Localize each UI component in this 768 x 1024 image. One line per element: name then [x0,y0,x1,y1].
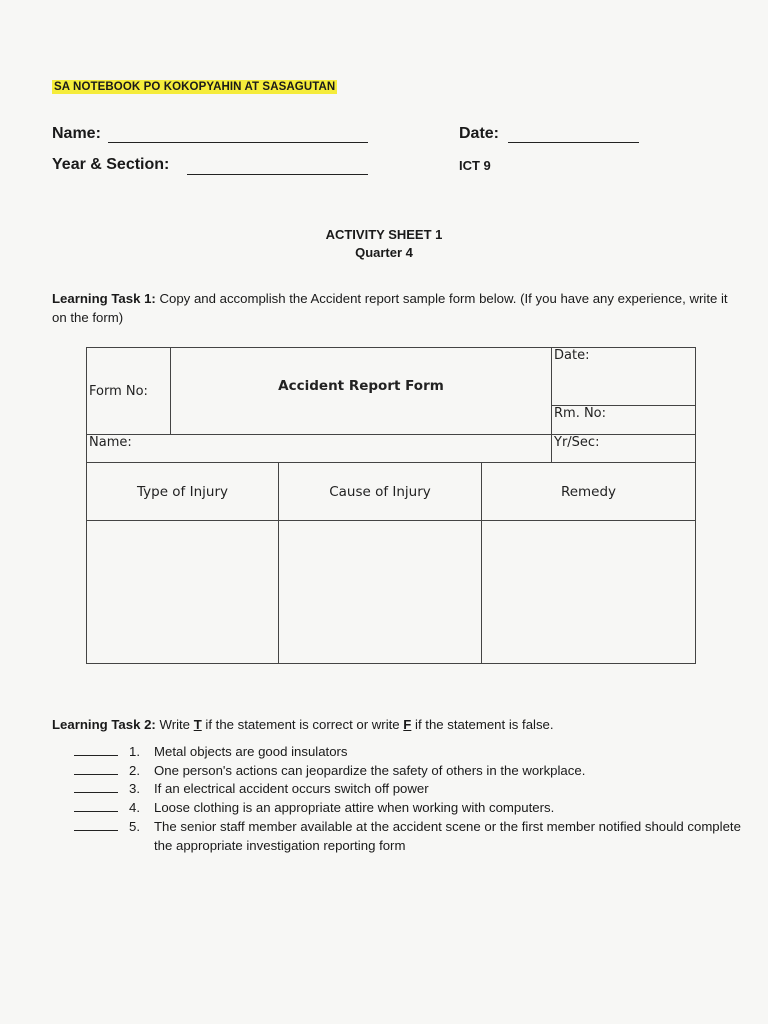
cause-of-injury-header [279,463,482,521]
answer-blank[interactable] [74,743,118,756]
quarter-title: Quarter 4 [355,245,413,260]
type-of-injury-answer[interactable] [87,521,279,664]
item-text: Loose clothing is an appropriate attire when working with computers. [154,800,555,815]
task1-text: Copy and accomplish the Accident report sample form below. (If you have any experience, write it on the form) [52,291,728,325]
form-title: Accident Report Form [278,378,444,394]
form-name-cell[interactable] [87,435,552,463]
header-note: SA NOTEBOOK PO KOKOPYAHIN AT SASAGUTAN [54,81,336,93]
type-of-injury-header [87,463,279,521]
date-field[interactable] [508,142,639,143]
rm-no-label: Rm. No: [554,406,607,421]
subject-label: ICT 9 [459,158,491,173]
type-of-injury-label: Type of Injury [137,483,228,500]
item-text: One person's actions can jeopardize the safety of others in the workplace. [154,763,586,778]
name-field[interactable] [108,142,368,143]
yr-sec-cell[interactable] [552,435,696,463]
form-no-cell[interactable] [87,348,171,435]
list-item [74,743,754,762]
item-text: The senior staff member available at the accident scene or the first member notified should complete the appropriate investigation reporting form [154,819,741,853]
list-item [74,818,754,853]
year-section-field[interactable] [187,174,368,175]
task2-text-after: if the statement is false. [411,717,554,732]
form-name-label: Name: [89,435,132,450]
task2-label: Learning Task 2: [52,717,156,732]
answer-blank[interactable] [74,780,118,793]
year-section-label: Year & Section: [52,156,170,173]
activity-title: ACTIVITY SHEET 1 [325,227,443,242]
remedy-label: Remedy [560,483,617,500]
date-label: Date: [459,125,500,142]
item-number: 5. [129,819,140,834]
list-item [74,780,754,799]
list-item [74,799,754,818]
form-title-cell [171,348,552,435]
item-text: Metal objects are good insulators [154,744,348,759]
remedy-answer[interactable] [482,521,696,664]
answer-blank[interactable] [74,799,118,812]
task2-text-middle: if the statement is correct or write [201,717,404,732]
remedy-header [482,463,696,521]
cause-of-injury-label: Cause of Injury [329,483,431,500]
task2-instructions [52,715,732,734]
name-label: Name: [52,125,101,142]
date-cell[interactable] [552,348,696,406]
answer-blank[interactable] [74,818,118,831]
item-number: 4. [129,800,140,815]
rm-no-cell[interactable] [552,406,696,435]
form-date-label: Date: [554,348,590,363]
task2-text-before: Write [155,717,194,732]
letter-t: T [193,717,202,732]
letter-f: F [403,717,412,732]
cause-of-injury-answer[interactable] [279,521,482,664]
accident-report-form [86,347,696,664]
task1-label: Learning Task 1: [52,291,156,306]
task1-instructions [52,289,732,327]
item-number: 1. [129,744,140,759]
yr-sec-label: Yr/Sec: [554,435,600,450]
item-number: 3. [129,781,140,796]
item-number: 2. [129,763,140,778]
item-text: If an electrical accident occurs switch off power [154,781,429,796]
list-item [74,762,754,781]
form-no-label: Form No: [89,383,148,399]
answer-blank[interactable] [74,762,118,775]
